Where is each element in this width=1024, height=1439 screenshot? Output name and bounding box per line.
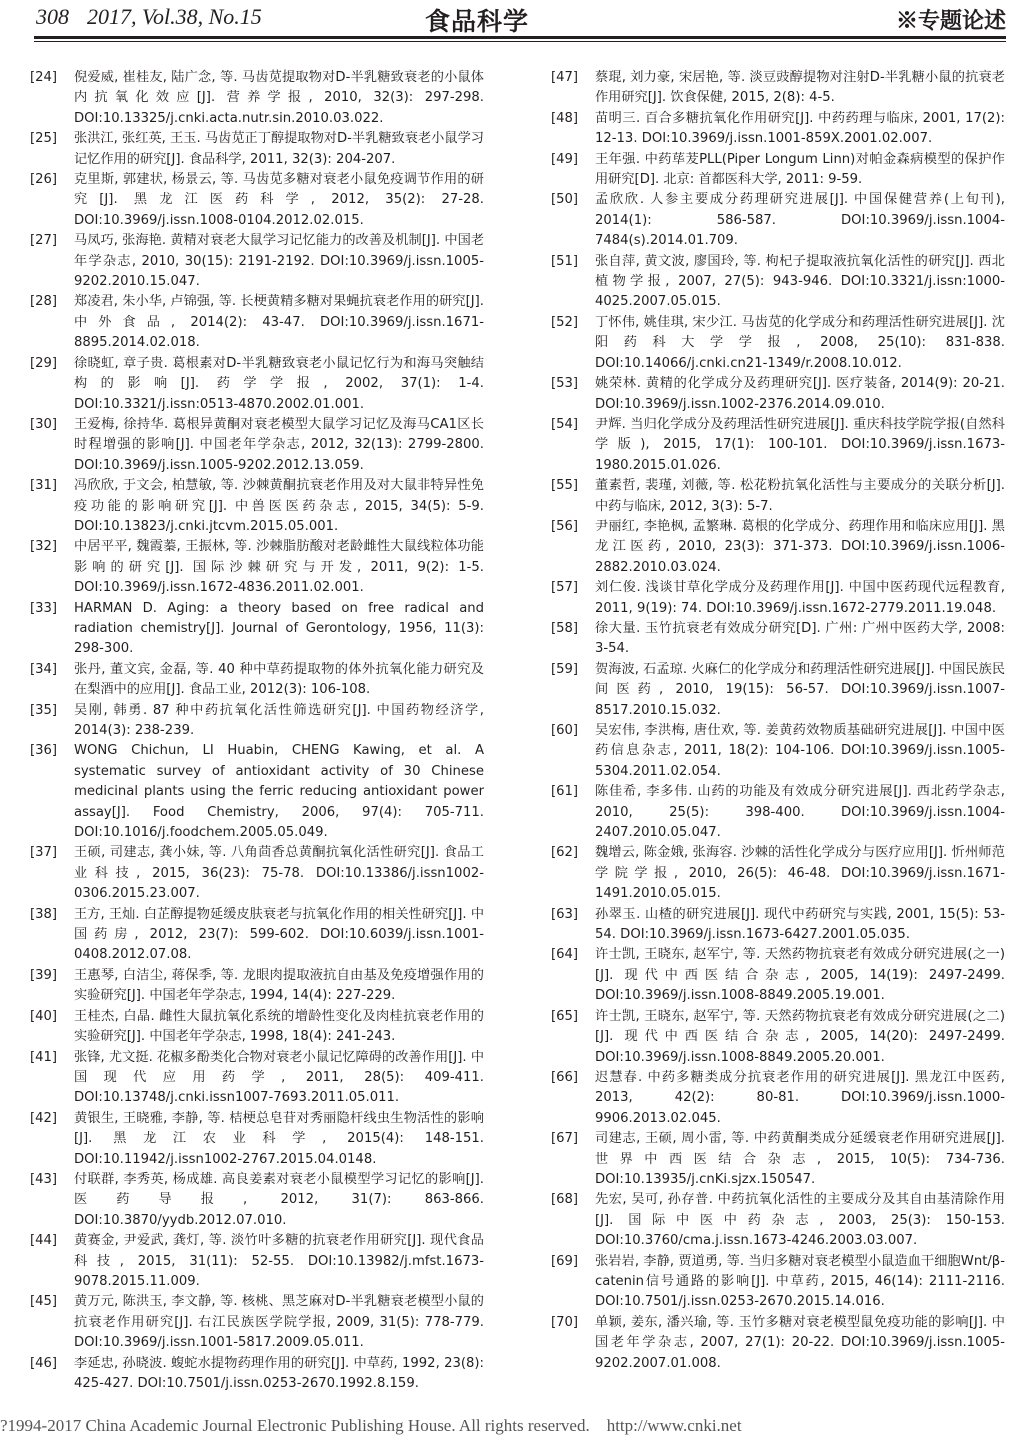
reference-item <box>30 701 508 742</box>
reference-item <box>551 782 1024 843</box>
reference-number: [25] <box>30 131 58 147</box>
reference-text: 倪爱威, 崔桂友, 陆广念, 等. 马齿苋提取物对D-半乳糖致衰老的小鼠体内抗氧化效应[J]. 营养学报, 2010, 32(3): 297-298. DOI:10.13325/j.cnki.acta.nutr.sin.2010.03.022. <box>74 70 484 126</box>
reference-number: [60] <box>551 723 579 738</box>
reference-item <box>30 354 508 415</box>
footer-copyright: ?1994-2017 China Academic Journal Electronic Publishing House. All rights reserved. <box>0 1416 590 1435</box>
reference-text: WONG Chichun, LI Huabin, CHENG Kawing, et al. A systematic survey of antioxidant activity of 30 Chinese medicinal plants using the ferric reducing antioxidant power assay[J]. Food Chemistry, 2006, 97(4): 705-711. DOI:10.1016/j.foodchem.2005.05.049. <box>74 743 484 841</box>
reference-item <box>551 843 1024 904</box>
reference-number: [35] <box>30 702 58 718</box>
reference-item <box>30 1048 508 1109</box>
reference-text: 马凤巧, 张海艳. 黄精对衰老大鼠学习记忆能力的改善及机制[J]. 中国老年学杂志, 2010, 30(15): 2191-2192. DOI:10.3969/j.issn.1005-9202.2010.15.047. <box>74 233 484 290</box>
reference-text: 王惠琴, 白洁尘, 蒋保季, 等. 龙眼肉提取液抗自由基及免疫增强作用的实验研究[J]. 中国老年学杂志, 1994, 14(4): 227-229. <box>74 967 484 1004</box>
reference-number: [33] <box>30 600 58 616</box>
reference-text: HARMAN D. Aging: a theory based on free radical and radiation chemistry[J]. Journal of Gerontology, 1956, 11(3): 298-300. <box>74 600 484 657</box>
footer-url[interactable]: http://www.cnki.net <box>606 1416 742 1435</box>
reference-text: 迟慧春. 中药多糖类成分抗衰老作用的研究进展[J]. 黑龙江中医药, 2013, 42(2): 80-81. DOI:10.3969/j.issn.1000-9906.2013.02.045. <box>595 1069 1005 1126</box>
reference-number: [43] <box>30 1171 58 1187</box>
reference-text: 吴刚, 韩勇. 87 种中药抗氧化活性筛选研究[J]. 中国药物经济学, 2014(3): 238-239. <box>74 702 484 738</box>
reference-item <box>551 476 1024 517</box>
reference-item <box>551 1190 1024 1251</box>
references-left-column <box>30 68 508 1394</box>
reference-text: 吴宏伟, 李洪梅, 唐仕欢, 等. 姜黄药效物质基础研究进展[J]. 中国中医药信息杂志, 2011, 18(2): 104-106. DOI:10.3969/j.issn.1005-5304.2011.02.054. <box>595 723 1005 779</box>
reference-item <box>30 660 508 701</box>
references-right-column <box>551 68 1024 1374</box>
section-label: ※专题论述 <box>895 8 1006 34</box>
reference-number: [69] <box>551 1253 579 1269</box>
reference-item <box>30 741 508 843</box>
reference-item <box>30 843 508 904</box>
reference-item <box>551 109 1024 150</box>
reference-item <box>30 292 508 353</box>
reference-item <box>30 537 508 598</box>
reference-item <box>551 660 1024 721</box>
reference-number: [55] <box>551 478 579 494</box>
reference-number: [26] <box>30 172 58 188</box>
reference-item <box>30 599 508 660</box>
reference-number: [29] <box>30 355 58 371</box>
reference-text: 李延忠, 孙晓波. 蝮蛇水提物药理作用的研究[J]. 中草药, 1992, 23(8): 425-427. DOI:10.7501/j.issn.0253-2670.1992.8.159. <box>74 1355 484 1391</box>
reference-item <box>30 1170 508 1231</box>
reference-text: 陈佳希, 李多伟. 山药的功能及有效成分研究进展[J]. 西北药学杂志, 2010, 25(5): 398-400. DOI:10.3969/j.issn.1004-2407.2010.05.047. <box>595 784 1005 841</box>
header-rule-thin <box>34 41 1006 42</box>
reference-item <box>551 252 1024 313</box>
reference-item <box>551 190 1024 251</box>
reference-item <box>551 313 1024 374</box>
reference-text: 王年强. 中药荜茇PLL(Piper Longum Linn)对帕金森病模型的保护作用研究[D]. 北京: 首都医科大学, 2011: 9-59. <box>595 151 1005 188</box>
reference-number: [65] <box>551 1008 579 1024</box>
reference-number: [34] <box>30 661 58 677</box>
reference-number: [59] <box>551 661 579 677</box>
reference-number: [24] <box>30 70 58 85</box>
reference-number: [38] <box>30 906 58 922</box>
reference-number: [46] <box>30 1355 58 1371</box>
reference-text: 孙翠玉. 山楂的研究进展[J]. 现代中药研究与实践, 2001, 15(5): 53-54. DOI:10.3969/j.issn.1673-6427.2001.05.035. <box>595 906 1005 943</box>
reference-item <box>30 1109 508 1170</box>
reference-item <box>30 905 508 966</box>
reference-text: 王硕, 司建志, 龚小妹, 等. 八角茴香总黄酮抗氧化活性研究[J]. 食品工业科技, 2015, 36(23): 75-78. DOI:10.13386/j.issn1002-0306.2015.23.007. <box>74 845 484 902</box>
reference-text: 黄赛金, 尹爱武, 龚灯, 等. 淡竹叶多糖的抗衰老作用研究[J]. 现代食品科技, 2015, 31(11): 52-55. DOI:10.13982/j.mfst.1673-9078.2015.11.009. <box>74 1233 484 1289</box>
reference-number: [42] <box>30 1110 58 1126</box>
reference-number: [27] <box>30 233 58 249</box>
reference-text: 中居平平, 魏霞蓁, 王振林, 等. 沙棘脂肪酸对老龄雌性大鼠线粒体功能影响的研究[J]. 国际沙棘研究与开发, 2011, 9(2): 1-5. DOI:10.3969/j.issn.1672-4836.2011.02.001. <box>74 539 484 596</box>
reference-item <box>551 1007 1024 1068</box>
reference-number: [53] <box>551 376 579 392</box>
reference-text: 尹辉. 当归化学成分及药理活性研究进展[J]. 重庆科技学院学报(自然科学版), 2015, 17(1): 100-101. DOI:10.3969/j.issn.1673-1980.2015.01.026. <box>595 416 1005 473</box>
reference-item <box>551 721 1024 782</box>
reference-text: 徐晓虹, 章子贵. 葛根素对D-半乳糖致衰老小鼠记忆行为和海马突触结构的影响[J]. 药学学报, 2002, 37(1): 1-4. DOI:10.3321/j.issn:0513-4870.2002.01.001. <box>74 355 484 412</box>
reference-number: [41] <box>30 1049 58 1065</box>
reference-number: [28] <box>30 294 58 310</box>
reference-number: [36] <box>30 743 58 759</box>
reference-text: 张洪江, 张红英, 王玉. 马齿苋正丁醇提取物对D-半乳糖致衰老小鼠学习记忆作用的研究[J]. 食品科学, 2011, 32(3): 204-207. <box>74 131 484 167</box>
reference-item <box>551 1313 1024 1374</box>
reference-item <box>30 1292 508 1353</box>
reference-item <box>551 1252 1024 1313</box>
reference-number: [44] <box>30 1233 58 1249</box>
reference-number: [51] <box>551 253 579 269</box>
reference-number: [45] <box>30 1294 58 1310</box>
reference-item <box>30 68 508 129</box>
reference-text: 张自萍, 黄文波, 廖国玲, 等. 枸杞子提取液抗氧化活性的研究[J]. 西北植物学报, 2007, 27(5): 943-946. DOI:10.3321/j.issn:1000-4025.2007.05.015. <box>595 253 1005 310</box>
reference-number: [40] <box>30 1008 58 1024</box>
reference-number: [52] <box>551 314 579 330</box>
reference-text: 尹丽红, 李艳枫, 孟繁琳. 葛根的化学成分、药理作用和临床应用[J]. 黑龙江医药, 2010, 23(3): 371-373. DOI:10.3969/j.issn.1006-2882.2010.03.024. <box>595 518 1005 575</box>
reference-text: 丁怀伟, 姚佳琪, 宋少江. 马齿苋的化学成分和药理活性研究进展[J]. 沈阳药科大学学报, 2008, 25(10): 831-838. DOI:10.14066/j.cnki.cn21-1349/r.2008.10.012. <box>595 314 1005 371</box>
reference-number: [47] <box>551 70 579 85</box>
issue-info: 2017, Vol.38, No.15 <box>87 4 262 29</box>
reference-number: [48] <box>551 110 579 126</box>
reference-text: 先宏, 吴可, 孙存普. 中药抗氧化活性的主要成分及其自由基清除作用[J]. 国际中医中药杂志, 2003, 25(3): 150-153. DOI:10.3760/cma.j.issn.1673-4246.2003.03.007. <box>595 1192 1005 1249</box>
reference-number: [37] <box>30 845 58 861</box>
reference-text: 王桂杰, 白晶. 雌性大鼠抗氧化系统的增龄性变化及肉桂抗衰老作用的实验研究[J]. 中国老年学杂志, 1998, 18(4): 241-243. <box>74 1008 484 1045</box>
reference-item <box>30 476 508 537</box>
reference-item <box>551 1129 1024 1190</box>
reference-number: [56] <box>551 518 579 534</box>
reference-number: [67] <box>551 1131 579 1147</box>
reference-number: [49] <box>551 151 579 167</box>
reference-item <box>30 1231 508 1292</box>
reference-item <box>30 1007 508 1048</box>
reference-item <box>551 68 1024 109</box>
reference-number: [30] <box>30 416 58 432</box>
reference-text: 姚荣林. 黄精的化学成分及药理研究[J]. 医疗装备, 2014(9): 20-21. DOI:10.3969/j.issn.1002-2376.2014.09.010. <box>595 376 1005 412</box>
reference-text: 张岩岩, 李静, 贾道勇, 等. 当归多糖对衰老模型小鼠造血干细胞Wnt/β-catenin信号通路的影响[J]. 中草药, 2015, 46(14): 2111-2116. DOI:10.7501/j.issn.0253-2670.2015.14.016. <box>595 1253 1005 1310</box>
reference-item <box>551 415 1024 476</box>
reference-number: [54] <box>551 416 579 432</box>
reference-number: [70] <box>551 1314 579 1330</box>
journal-title: 食品科学 <box>425 7 530 36</box>
reference-text: 黄万元, 陈洪玉, 李文静, 等. 核桃、黑芝麻对D-半乳糖衰老模型小鼠的抗衰老作用研究[J]. 右江民族医学院学报, 2009, 31(5): 778-779. DOI:10.3969/j.issn.1001-5817.2009.05.011. <box>74 1294 484 1351</box>
reference-text: 董素哲, 裴瑾, 刘薇, 等. 松花粉抗氧化活性与主要成分的关联分析[J]. 中药与临床, 2012, 3(3): 5-7. <box>595 478 1005 514</box>
reference-number: [58] <box>551 620 579 636</box>
reference-number: [31] <box>30 478 58 494</box>
reference-item <box>551 945 1024 1006</box>
reference-item <box>30 231 508 292</box>
header-rule-thick <box>34 36 1006 39</box>
reference-text: 张锋, 尤文挺. 花椒多酚类化合物对衰老小鼠记忆障碍的改善作用[J]. 中国现代应用药学, 2011, 28(5): 409-411. DOI:10.13748/j.cnki.issn1007-7693.2011.05.011. <box>74 1049 484 1106</box>
reference-text: 冯欣欣, 于文会, 柏慧敏, 等. 沙棘黄酮抗衰老作用及对大鼠非特异性免疫功能的影响研究[J]. 中兽医医药杂志, 2015, 34(5): 5-9. DOI:10.13823/j.cnki.jtcvm.2015.05.001. <box>74 478 484 534</box>
reference-text: 张丹, 董文宾, 金磊, 等. 40 种中草药提取物的体外抗氧化能力研究及在梨酒中的应用[J]. 食品工业, 2012(3): 106-108. <box>74 661 484 698</box>
reference-number: [50] <box>551 192 579 208</box>
reference-item <box>30 1354 508 1395</box>
reference-text: 孟欣欣. 人参主要成分药理研究进展[J]. 中国保健营养(上旬刊), 2014(1): 586-587. DOI:10.3969/j.issn.1004-7484(s).2014.01.709. <box>595 192 1005 249</box>
reference-item <box>30 129 508 170</box>
reference-item <box>30 966 508 1007</box>
reference-text: 许士凯, 王晓东, 赵军宁, 等. 天然药物抗衰老有效成分研究进展(之二)[J]. 现代中西医结合杂志, 2005, 14(20): 2497-2499. DOI:10.3969/j.issn.1008-8849.2005.20.001. <box>595 1008 1005 1065</box>
reference-number: [64] <box>551 947 579 963</box>
reference-item <box>551 905 1024 946</box>
reference-text: 王方, 王灿. 白芷醇提物延缓皮肤衰老与抗氧化作用的相关性研究[J]. 中国药房, 2012, 23(7): 599-602. DOI:10.6039/j.issn.1001-0408.2012.07.08. <box>74 906 484 963</box>
footer <box>0 1416 742 1436</box>
reference-item <box>551 578 1024 619</box>
reference-number: [63] <box>551 906 579 922</box>
reference-number: [61] <box>551 784 579 800</box>
reference-text: 贺海波, 石孟琼. 火麻仁的化学成分和药理活性研究进展[J]. 中国民族民间医药, 2010, 19(15): 56-57. DOI:10.3969/j.issn.1007-8517.2010.15.032. <box>595 661 1005 718</box>
reference-item <box>551 619 1024 660</box>
reference-number: [62] <box>551 845 579 861</box>
reference-text: 司建志, 王硕, 周小雷, 等. 中药黄酮类成分延缓衰老作用研究进展[J]. 世界中西医结合杂志, 2015, 10(5): 734-736. DOI:10.13935/j.cnKi.sjzx.150547. <box>595 1131 1005 1187</box>
reference-text: 刘仁俊. 浅谈甘草化学成分及药理作用[J]. 中国中医药现代远程教育, 2011, 9(19): 74. DOI:10.3969/j.issn.1672-2779.2011.19.048. <box>595 580 1005 616</box>
reference-text: 单颖, 姜东, 潘兴瑜, 等. 玉竹多糖对衰老模型鼠免疫功能的影响[J]. 中国老年学杂志, 2007, 27(1): 20-22. DOI:10.3969/j.issn.1005-9202.2007.01.008. <box>595 1314 1005 1371</box>
reference-text: 徐大量. 玉竹抗衰老有效成分研究[D]. 广州: 广州中医药大学, 2008: 3-54. <box>595 620 1005 657</box>
header-citation <box>36 4 280 30</box>
reference-text: 付联群, 李秀英, 杨成雄. 高良姜素对衰老小鼠模型学习记忆的影响[J]. 医药导报, 2012, 31(7): 863-866. DOI:10.3870/yydb.2012.07.010. <box>74 1171 484 1228</box>
reference-text: 黄银生, 王晓雅, 李静, 等. 桔梗总皂苷对秀丽隐杆线虫生物活性的影响[J]. 黑龙江农业科学, 2015(4): 148-151. DOI:10.11942/j.issn1002-2767.2015.04.0148. <box>74 1110 484 1167</box>
reference-number: [32] <box>30 539 58 555</box>
reference-number: [57] <box>551 580 579 596</box>
reference-text: 苗明三. 百合多糖抗氧化作用研究[J]. 中药药理与临床, 2001, 17(2): 12-13. DOI:10.3969/j.issn.1001-859X.2001.02.007. <box>595 110 1005 147</box>
reference-text: 许士凯, 王晓东, 赵军宁, 等. 天然药物抗衰老有效成分研究进展(之一)[J]. 现代中西医结合杂志, 2005, 14(19): 2497-2499. DOI:10.3969/j.issn.1008-8849.2005.19.001. <box>595 947 1005 1004</box>
reference-text: 王爱梅, 徐持华. 葛根异黄酮对衰老模型大鼠学习记忆及海马CA1区长时程增强的影响[J]. 中国老年学杂志, 2012, 32(13): 2799-2800. DOI:10.3969/j.issn.1005-9202.2012.13.059. <box>74 416 484 473</box>
reference-number: [39] <box>30 967 58 983</box>
reference-text: 蔡琨, 刘力豪, 宋居艳, 等. 淡豆豉醇提物对注射D-半乳糖小鼠的抗衰老作用研究[J]. 饮食保健, 2015, 2(8): 4-5. <box>595 70 1005 106</box>
page-number: 308 <box>36 4 69 29</box>
reference-item <box>551 150 1024 191</box>
reference-number: [66] <box>551 1069 579 1085</box>
reference-text: 克里斯, 郭建状, 杨景云, 等. 马齿苋多糖对衰老小鼠免疫调节作用的研究[J]. 黑龙江医药科学, 2012, 35(2): 27-28. DOI:10.3969/j.issn.1008-0104.2012.02.015. <box>74 172 484 228</box>
reference-item <box>551 374 1024 415</box>
reference-item <box>30 170 508 231</box>
reference-number: [68] <box>551 1192 579 1208</box>
reference-text: 郑凌君, 朱小华, 卢锦强, 等. 长梗黄精多糖对果蝇抗衰老作用的研究[J]. 中外食品, 2014(2): 43-47. DOI:10.3969/j.issn.1671-8895.2014.02.018. <box>74 294 484 351</box>
reference-text: 魏增云, 陈金娥, 张海容. 沙棘的活性化学成分与医疗应用[J]. 忻州师范学院学报, 2010, 26(5): 46-48. DOI:10.3969/j.issn.1671-1491.2010.05.015. <box>595 845 1005 902</box>
reference-item <box>30 415 508 476</box>
reference-item <box>551 517 1024 578</box>
reference-item <box>551 1068 1024 1129</box>
